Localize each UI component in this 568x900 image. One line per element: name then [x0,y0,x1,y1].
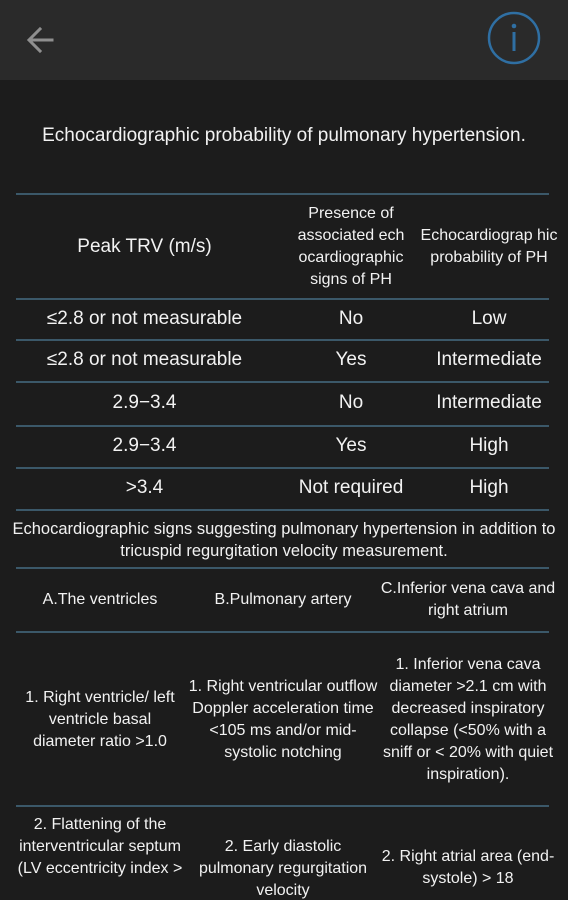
table1-cell: Yes [335,435,367,456]
table1-cell: Intermediate [436,349,542,370]
table2-cell: 1. Right ventricular outflow Doppler acceleration time <105 ms and/or mid-systolic notching [188,678,378,761]
table-divider [16,193,549,195]
table1-cell: No [338,392,364,413]
table1-cell: High [469,477,509,498]
table2-header-ivc: C.Inferior vena cava and right atrium [380,580,556,619]
table-divider [16,631,549,633]
table1-cell: Intermediate [436,392,542,413]
table2-header-pulmonary-artery: B.Pulmonary artery [214,591,352,608]
table2-cell: 1. Inferior vena cava diameter >2.1 cm with decreased inspiratory collapse (<50% with a sniff or < 20% with quiet inspiration). [382,656,554,783]
table2-header-ventricles: A.The ventricles [42,591,158,608]
table1-cell: 2.9−3.4 [112,435,177,456]
table1-cell: ≤2.8 or not measurable [46,308,243,329]
page-title: Echocardiographic probability of pulmonary hypertension. [42,125,526,146]
table2-cell: 1. Right ventricle/ left ventricle basal diameter ratio >1.0 [25,689,175,750]
table1-cell: Low [471,308,507,329]
table1-cell: >3.4 [125,477,164,498]
table1-header-trv: Peak TRV (m/s) [77,236,212,257]
table2-cell: 2. Right atrial area (end-systole) > 18 [381,848,555,887]
app-bar [0,0,568,80]
table1-cell: ≤2.8 or not measurable [46,349,243,370]
table2-row-partial [0,814,568,900]
table2-cell: 2. Early diastolic pulmonary regurgitation velocity [198,838,368,899]
back-arrow-icon[interactable] [22,22,62,58]
section-subtitle: Echocardiographic signs suggesting pulmonary hypertension in addition to tricuspid regurgitation velocity measurement. [12,520,556,560]
table1-cell: 2.9−3.4 [112,392,177,413]
table1-cell: Not required [298,477,404,498]
table-divider [16,805,549,807]
table2-cell: 2. Flattening of the interventricular septum (LV eccentricity index > [17,816,183,877]
table1-cell: High [469,435,509,456]
table-divider [16,509,549,511]
table1-header-signs: Presence of associated ech ocardiographic signs of PH [297,205,405,288]
content-area [0,80,568,900]
table1-header-probability: Echocardiograp hic probability of PH [420,227,558,266]
table1-cell: No [338,308,364,329]
table1-cell: Yes [335,349,367,370]
info-circle-icon[interactable] [487,11,541,65]
